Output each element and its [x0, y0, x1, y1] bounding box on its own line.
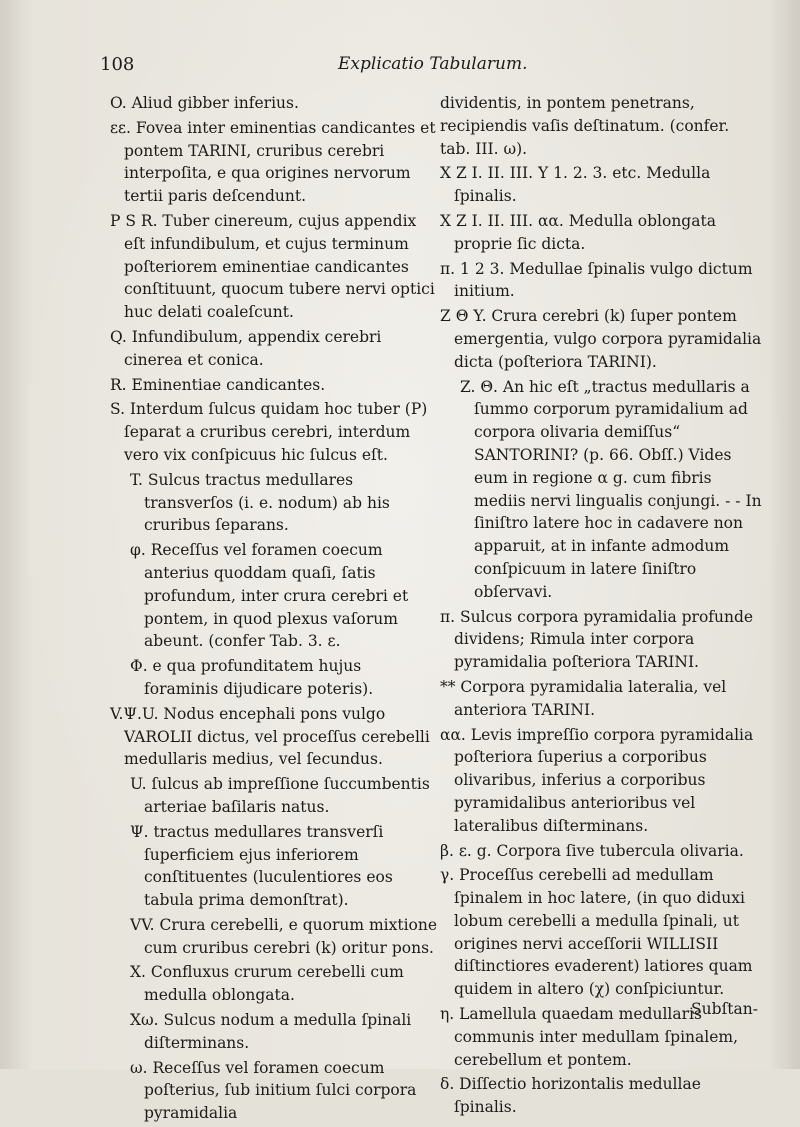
- entry: β. ε. g. Corpora ſive tubercula olivaria.: [440, 841, 744, 860]
- entry: T. Sulcus tractus medullares transverſos (i. e. nodum) ab his cruribus ſeparans.: [130, 470, 390, 535]
- entry: Z. Θ. An hic eſt „tractus medullaris a ſummo corporum pyramidalium ad corpora olivaria demiſſus“ SANTORINI? (p. 66. Obſſ.) Vides eum in regione α g. cum fibris mediis nervi lingualis conjungi. - - In ſiniſtro latere hoc in cadavere non apparuit, at in infante admodum conſpicuum in latere ſiniſtro obſervavi.: [460, 377, 762, 601]
- entry: S. Interdum ſulcus quidam hoc tuber (P) ſeparat a cruribus cerebri, interdum vero vix conſpicuus hic ſulcus eſt.: [110, 400, 428, 464]
- entry: η. Lamellula quaedam medullaris communis inter medullam ſpinalem, cerebellum et pontem.: [440, 1005, 739, 1069]
- entry: VV. Crura cerebelli, e quorum mixtione cum cruribus cerebri (k) oritur pons.: [130, 915, 438, 957]
- entry: ** Corpora pyramidalia lateralia, vel anteriora TARINI.: [440, 677, 727, 719]
- catchword: Subſtan-: [691, 1000, 758, 1018]
- left-column: [110, 92, 440, 1127]
- entry: αα. Levis impreſſio corpora pyramidalia poſteriora ſuperius a corporibus olivaribus, inferius a corporibus pyramidalibus anterioribus vel lateralibus diſterminans.: [440, 725, 754, 835]
- entry: X Z I. II. III. αα. Medulla oblongata proprie ſic dicta.: [440, 211, 716, 253]
- entry: dividentis, in pontem penetrans, recipiendis vaſis deſtinatum. (confer. tab. III. ω).: [440, 94, 730, 158]
- page-header: [100, 54, 708, 80]
- entry: Ψ. tractus medullares transverſi ſuperficiem ejus inferiorem conſtituentes (luculentiores eos tabula prima demonſtrat).: [130, 822, 393, 910]
- entry: ω. Receſſus vel foramen coecum poſterius, ſub initium ſulci corpora pyramidalia: [130, 1058, 417, 1123]
- entry: γ. Proceſſus cerebelli ad medullam ſpinalem in hoc latere, (in quo diduxi lobum cerebelli a medulla ſpinali, ut origines nervi acceſſorii WILLISII diſtinctiores evaderent) latiores quam quidem in altero (χ) conſpiciuntur.: [440, 866, 753, 999]
- entry: Z Θ Y. Crura cerebri (k) ſuper pontem emergentia, vulgo corpora pyramidalia dicta (poſteriora TARINI).: [440, 307, 762, 371]
- entry: π. 1 2 3. Medullae ſpinalis vulgo dictum initium.: [440, 259, 753, 301]
- entry: Xω. Sulcus nodum a medulla ſpinali diſterminans.: [130, 1011, 412, 1052]
- entry: X. Confluxus crurum cerebelli cum medulla oblongata.: [130, 963, 404, 1005]
- entry: Q. Infundibulum, appendix cerebri cinerea et conica.: [110, 327, 382, 369]
- right-column: [440, 92, 762, 1121]
- entry: φ. Receſſus vel foramen coecum anterius quoddam quaſi, ſatis profundum, inter crura cerebri et pontem, in quod plexus vaſorum abeunt. (confer Tab. 3. ε.: [130, 541, 409, 651]
- entry: X Z I. II. III. Y 1. 2. 3. etc. Medulla ſpinalis.: [440, 164, 711, 206]
- entry: V.Ψ.U. Nodus encephali pons vulgo VAROLII dictus, vel proceſſus cerebelli medullaris medius, vel ſecundus.: [110, 704, 430, 769]
- page-number: 108: [100, 54, 135, 75]
- entry: R. Eminentiae candicantes.: [110, 375, 326, 394]
- entry: εε. Fovea inter eminentias candicantes et pontem TARINI, cruribus cerebri interpoſita, e qua origines nervorum tertii paris deſcendunt.: [110, 118, 436, 206]
- entry: U. ſulcus ab impreſſione ſuccumbentis arteriae baſilaris natus.: [130, 775, 430, 816]
- entry: Φ. e qua profunditatem hujus foraminis dijudicare poteris).: [130, 657, 374, 698]
- entry: π. Sulcus corpora pyramidalia profunde dividens; Rimula inter corpora pyramidalia poſteriora TARINI.: [440, 607, 754, 672]
- entry: δ. Diſſectio horizontalis medullae ſpinalis.: [440, 1075, 701, 1117]
- entry: P S R. Tuber cinereum, cujus appendix eſt infundibulum, et cujus terminum poſteriorem eminentiae candicantes conſtituunt, quocum tubere nervi optici huc delati coaleſcunt.: [110, 211, 435, 322]
- entry: O. Aliud gibber inferius.: [110, 94, 299, 112]
- running-title: Explicatio Tabularum.: [338, 54, 528, 74]
